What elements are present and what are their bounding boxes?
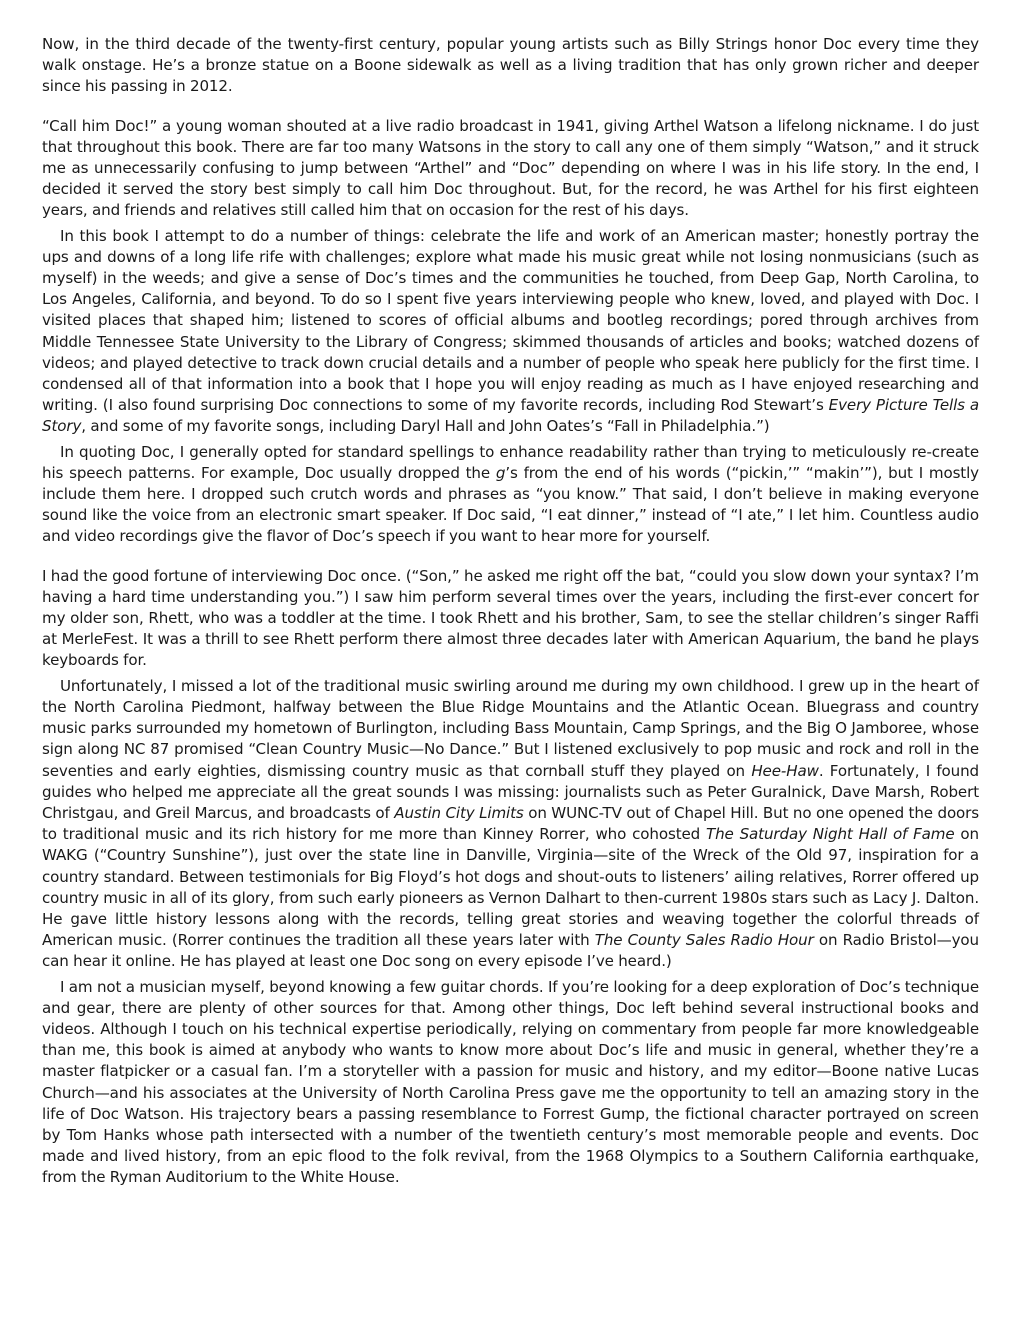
body-text: “Call him Doc!” a young woman shouted at a live radio broadcast in 1941, giving Arthel Watson a lifelong nickname. I do just that throughout this book. There are far too many Watsons in the story to call any one of them simply “Watson,” and it struck me as unnecessarily confusing to jump between “Arthel” and “Doc” depending on where I was in his life story. In the end, I decided it served the story best simply to call him Doc throughout. But, for the record, he was Arthel for his first eighteen years, and friends and relatives still called him that on occasion for the rest of his days. <box>42 116 979 220</box>
body-text: Unfortunately, I missed a lot of the traditional music swirling around me during my own childhood. I grew up in the heart of the North Carolina Piedmont, halfway between the Blue Ridge Mountains and the Atlantic Ocean. Bluegrass and country music parks surrounded my hometown of Burlington, including Bass Mountain, Camp Springs, and the Big O Jamboree, whose sign along NC 87 promised “Clean Country Music—No Dance.” But I listened exclusively to pop music and rock and roll in the seventies and early eighties, dismissing country music as that cornball stuff they played on <box>42 676 979 780</box>
italic-title-text: The County Sales Radio Hour <box>594 931 814 950</box>
paragraph <box>42 566 979 672</box>
italic-title-text: The Saturday Night Hall of Fame <box>706 825 955 844</box>
paragraph <box>42 977 979 1189</box>
body-text: I am not a musician myself, beyond knowing a few guitar chords. If you’re looking for a deep exploration of Doc’s technique and gear, there are plenty of other sources for that. Among other things, Doc left behind several instructional books and videos. Although I touch on his technical expertise periodically, relying on commentary from people far more knowledgeable than me, this book is aimed at anybody who wants to know more about Doc’s life and music in general, whether they’re a master flatpicker or a casual fan. I’m a storyteller with a passion for music and history, and my editor—Boone native Lucas Church—and his associates at the University of North Carolina Press gave me the opportunity to tell an amazing story in the life of Doc Watson. His trajectory bears a passing resemblance to Forrest Gump, the fictional character portrayed on screen by Tom Hanks whose path intersected with a number of the twentieth century’s most memorable people and events. Doc made and lived history, from an epic flood to the folk revival, from the 1968 Olympics to a Southern California earthquake, from the Ryman Auditorium to the White House. <box>42 977 979 1187</box>
document-page <box>42 34 979 1189</box>
body-text: In this book I attempt to do a number of things: celebrate the life and work of an American master; honestly portray the ups and downs of a long life rife with challenges; explore what made his music great while not losing nonmusicians (such as myself) in the weeds; and give a sense of Doc’s times and the communities he touched, from Deep Gap, North Carolina, to Los Angeles, California, and beyond. To do so I spent five years interviewing people who knew, loved, and played with Doc. I visited places that shaped him; listened to scores of official albums and bootleg recordings; pored through archives from Middle Tennessee State University to the Library of Congress; skimmed thousands of articles and books; watched dozens of videos; and played detective to track down crucial details and a number of people who speak here publicly for the first time. I condensed all of that information into a book that I hope you will enjoy reading as much as I have enjoyed researching and writing. (I also found surprising Doc connections to some of my favorite records, including Rod Stewart’s <box>42 226 979 415</box>
body-text: on WUNC-TV out of Chapel Hill. But no one opened the doors to traditional music and its rich history for me more than Kinney Rorrer, who cohosted <box>42 803 980 844</box>
italic-title-text: Every Picture Tells a Story <box>42 396 979 436</box>
body-text: . Fortunately, I found guides who helped me appreciate all the great sounds I was missing: journalists such as Peter Guralnick, Dave Marsh, Robert Christgau, and Greil Marcus, and broadcasts of <box>42 761 979 822</box>
body-text: on Radio Bristol—you can hear it online. He has played at least one Doc song on every episode I’ve heard.) <box>42 931 979 971</box>
paragraph <box>42 226 979 438</box>
paragraph <box>42 34 979 98</box>
italic-title-text: g <box>495 463 506 482</box>
body-text: ’s from the end of his words (“pickin,’” “makin’”), but I mostly include them here. I dropped such crutch words and phrases as “you know.” That said, I don’t believe in making everyone sound like the voice from an electronic smart speaker. If Doc said, “I eat dinner,” instead of “I ate,” I let him. Countless audio and video recordings give the flavor of Doc’s speech if you want to hear more for yourself. <box>42 463 979 546</box>
italic-title-text: Austin City Limits <box>394 803 524 822</box>
body-text: I had the good fortune of interviewing Doc once. (“Son,” he asked me right off the bat, “could you slow down your syntax? I’m having a hard time understanding you.”) I saw him perform several times over the years, including the first-ever concert for my older son, Rhett, who was a toddler at the time. I took Rhett and his brother, Sam, to see the stellar children’s singer Raffi at MerleFest. It was a thrill to see Rhett perform there almost three decades later with American Aquarium, the band he plays keyboards for. <box>42 566 979 670</box>
paragraph <box>42 442 979 548</box>
body-text: In quoting Doc, I generally opted for standard spellings to enhance readability rather than trying to meticulously re-create his speech patterns. For example, Doc usually dropped the <box>42 442 979 482</box>
italic-title-text: Hee-Haw <box>751 761 819 780</box>
paragraph <box>42 676 979 973</box>
body-text: on WAKG (“Country Sunshine”), just over the state line in Danville, Virginia—site of the Wreck of the Old 97, inspiration for a country standard. Between testimonials for Big Floyd’s hot dogs and shout-outs to listeners’ ailing relatives, Rorrer offered up country music in all of its glory, from such early pioneers as Vernon Dalhart to then-current 1980s stars such as Lacy J. Dalton. He gave little history lessons along with the records, telling great stories and weaving together the colorful threads of American music. (Rorrer continues the tradition all these years later with <box>42 825 979 950</box>
paragraph <box>42 116 979 222</box>
body-text: , and some of my favorite songs, including Daryl Hall and John Oates’s “Fall in Philadelphia.”) <box>81 417 770 436</box>
body-text: Now, in the third decade of the twenty-first century, popular young artists such as Billy Strings honor Doc every time they walk onstage. He’s a bronze statue on a Boone sidewalk as well as a living tradition that has only grown richer and deeper since his passing in 2012. <box>42 35 979 96</box>
